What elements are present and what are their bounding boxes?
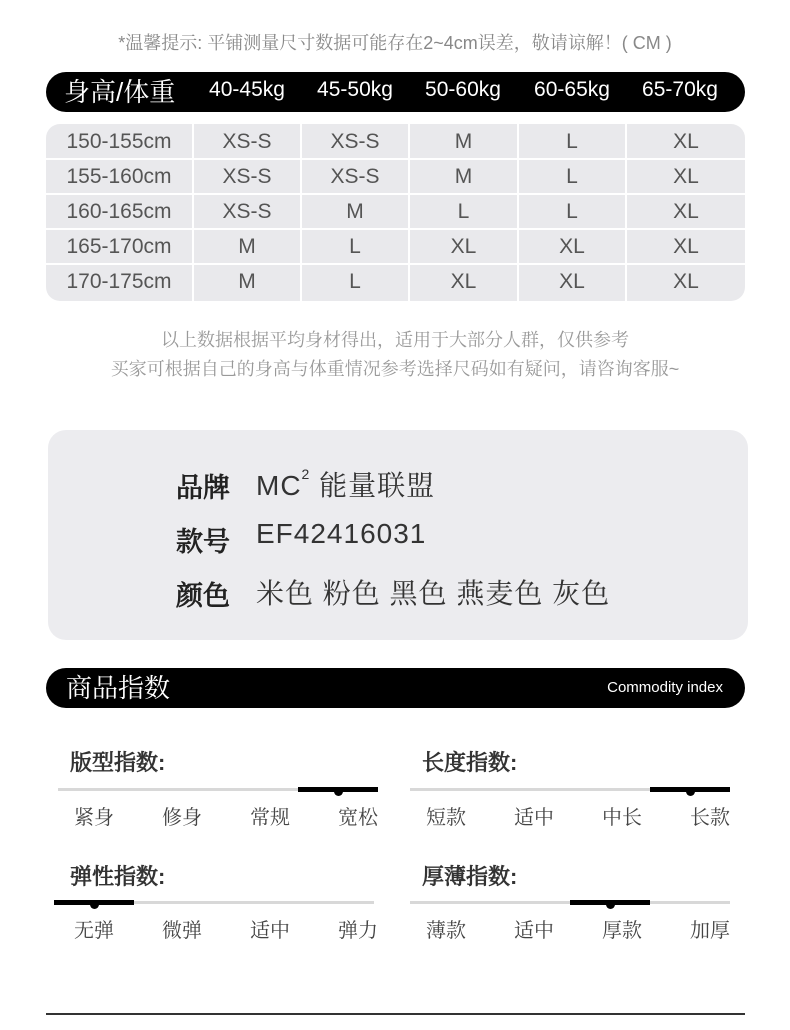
bottom-divider xyxy=(46,1013,745,1015)
size-cell: M xyxy=(238,270,256,293)
size-cell: XL xyxy=(673,200,699,223)
row-height-label: 150-155cm xyxy=(66,130,172,153)
index-track xyxy=(410,788,730,791)
weight-col-5: 65-70kg xyxy=(642,78,718,101)
weight-col-3: 50-60kg xyxy=(425,78,501,101)
index-indicator xyxy=(54,900,134,905)
index-option: 中长 xyxy=(602,807,642,829)
size-cell: XS-S xyxy=(222,200,272,223)
row-height-label: 165-170cm xyxy=(66,235,172,258)
index-option: 修身 xyxy=(162,807,202,829)
indicator-dot-icon xyxy=(90,900,99,909)
index-option: 适中 xyxy=(250,920,290,942)
commodity-subtitle: Commodity index xyxy=(607,679,723,696)
size-cell: L xyxy=(349,235,361,258)
commodity-title: 商品指数 xyxy=(66,673,171,703)
index-option: 适中 xyxy=(514,920,554,942)
row-height-label: 160-165cm xyxy=(66,200,172,223)
index-indicator xyxy=(298,787,378,792)
size-cell: XL xyxy=(673,165,699,188)
index-title: 弹性指数: xyxy=(70,864,166,889)
weight-col-4: 60-65kg xyxy=(534,78,610,101)
indicator-dot-icon xyxy=(686,787,695,796)
size-cell: XL xyxy=(673,270,699,293)
size-cell: XL xyxy=(450,270,477,293)
index-option: 长款 xyxy=(690,807,730,829)
index-title: 版型指数: xyxy=(70,750,166,775)
index-option: 加厚 xyxy=(690,920,730,942)
size-cell: L xyxy=(457,200,470,223)
size-cell: M xyxy=(454,165,473,188)
size-table xyxy=(46,124,745,301)
row-height-label: 170-175cm xyxy=(66,270,172,293)
size-cell: L xyxy=(349,270,361,293)
size-cell: XS-S xyxy=(330,130,380,153)
size-cell: XL xyxy=(450,235,477,258)
index-track xyxy=(58,788,378,791)
color-value: 米色 粉色 黑色 燕麦色 灰色 xyxy=(256,578,611,609)
size-cell: XL xyxy=(559,235,585,258)
size-cell: M xyxy=(346,200,364,223)
index-option: 常规 xyxy=(250,807,290,829)
row-height-label: 155-160cm xyxy=(66,165,172,188)
size-cell: XS-S xyxy=(222,130,272,153)
size-table-header xyxy=(46,72,745,112)
index-option: 弹力 xyxy=(338,920,378,942)
brand-label: 品牌 xyxy=(176,473,230,503)
color-label: 颜色 xyxy=(176,581,230,611)
brand-value: $MC^2$ 能量联盟 xyxy=(256,466,436,501)
weight-col-1: 40-45kg xyxy=(209,78,285,101)
note-line-2: 买家可根据自己的身高与体重情况参考选择尺码如有疑问，请咨询客服~ xyxy=(110,359,680,379)
height-weight-label: 身高/体重 xyxy=(64,77,176,107)
index-option: 宽松 xyxy=(338,807,378,829)
size-cell: XS-S xyxy=(222,165,272,188)
index-option: 微弹 xyxy=(162,920,202,942)
size-cell: XL xyxy=(673,235,699,258)
indicator-dot-icon xyxy=(606,900,615,909)
index-option: 适中 xyxy=(514,807,554,829)
index-option: 薄款 xyxy=(426,920,466,942)
size-cell: L xyxy=(566,200,578,223)
size-cell: XL xyxy=(559,270,585,293)
weight-col-2: 45-50kg xyxy=(317,78,393,101)
index-track xyxy=(54,901,374,904)
index-track xyxy=(410,901,730,904)
index-option: 厚款 xyxy=(602,920,642,942)
size-cell: XS-S xyxy=(330,165,380,188)
index-option: 紧身 xyxy=(74,807,114,829)
index-indicator xyxy=(650,787,730,792)
size-cell: M xyxy=(238,235,256,258)
index-title: 长度指数: xyxy=(422,750,518,775)
size-cell: L xyxy=(566,130,578,153)
size-cell: L xyxy=(566,165,578,188)
index-title: 厚薄指数: xyxy=(422,864,518,889)
size-cell: XL xyxy=(673,130,699,153)
size-cell: M xyxy=(454,130,473,153)
model-label: 款号 xyxy=(176,527,230,557)
measurement-tip: *温馨提示: 平铺测量尺寸数据可能存在2~4cm误差，敬请谅解！( CM ) xyxy=(118,33,672,53)
commodity-index-header xyxy=(46,668,745,708)
index-option: 短款 xyxy=(426,807,466,829)
index-option: 无弹 xyxy=(74,920,114,942)
indicator-dot-icon xyxy=(334,787,343,796)
product-info-card xyxy=(48,430,748,640)
index-indicator xyxy=(570,900,650,905)
note-line-1: 以上数据根据平均身材得出，适用于大部分人群，仅供参考 xyxy=(161,330,629,350)
model-value: EF42416031 xyxy=(256,518,427,549)
